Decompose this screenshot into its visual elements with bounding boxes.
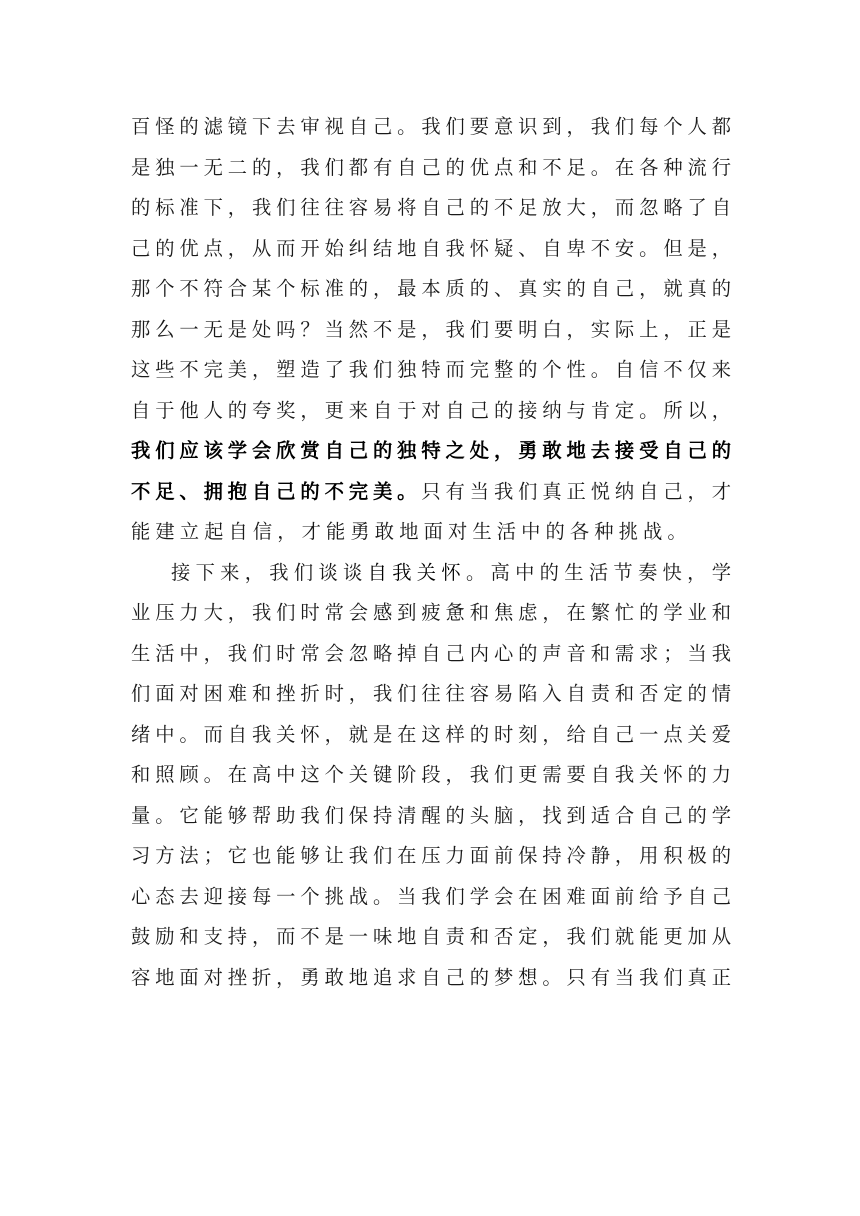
body-text — [131, 107, 731, 998]
text-line: 业压力大，我们时常会感到疲惫和焦虑，在繁忙的学业和 — [131, 601, 731, 624]
text-line: 生活中，我们时常会忽略掉自己内心的声音和需求；当我 — [131, 641, 731, 665]
text-phrase: 。高中的生活节奏快，学 — [465, 560, 731, 584]
bold-phrase: 不足、拥抱自己的不完美。 — [131, 479, 422, 503]
text-line: 鼓励和支持，而不是一味地自责和否定，我们就能更加从 — [131, 925, 731, 948]
paragraph-first-line — [131, 553, 731, 594]
text-line: 们面对困难和挫折时，我们往往容易陷入自责和否定的情 — [131, 682, 731, 705]
text-line: 量。它能够帮助我们保持清醒的头脑，找到适合自己的学 — [131, 803, 731, 827]
mixed-text-line — [131, 472, 731, 513]
text-line: 是独一无二的，我们都有自己的优点和不足。在各种流行 — [131, 155, 731, 179]
text-line: 的标准下，我们往往容易将自己的不足放大，而忽略了自 — [131, 196, 731, 219]
text-line: 习方法；它也能够让我们在压力面前保持冷静，用积极的 — [131, 844, 731, 867]
text-line: 那个不符合某个标准的，最本质的、真实的自己，就真的 — [131, 277, 731, 300]
emphasis-phrase: 自我关怀 — [367, 560, 466, 584]
text-line: 这些不完美，塑造了我们独特而完整的个性。自信不仅来 — [131, 358, 731, 381]
text-phrase: 接下来，我们谈谈 — [171, 560, 368, 584]
text-line: 己的优点，从而开始纠结地自我怀疑、自卑不安。但是， — [131, 236, 731, 260]
text-line: 那么一无是处吗？当然不是，我们要明白，实际上，正是 — [131, 317, 731, 341]
text-phrase: 只有当我们真正悦纳自己，才 — [421, 479, 731, 503]
text-line: 自于他人的夸奖，更来自于对自己的接纳与肯定。所以， — [131, 398, 731, 422]
text-line: 绪中。而自我关怀，就是在这样的时刻，给自己一点关爱 — [131, 722, 731, 746]
text-line: 和照顾。在高中这个关键阶段，我们更需要自我关怀的力 — [131, 763, 731, 786]
text-line: 百怪的滤镜下去审视自己。我们要意识到，我们每个人都 — [131, 115, 731, 138]
text-line: 心态去迎接每一个挑战。当我们学会在困难面前给予自己 — [131, 884, 731, 908]
text-line: 容地面对挫折，勇敢地追求自己的梦想。只有当我们真正 — [131, 965, 731, 989]
bold-text-line: 我们应该学会欣赏自己的独特之处，勇敢地去接受自己的 — [131, 439, 731, 462]
text-line: 能建立起自信，才能勇敢地面对生活中的各种挑战。 — [131, 520, 692, 543]
